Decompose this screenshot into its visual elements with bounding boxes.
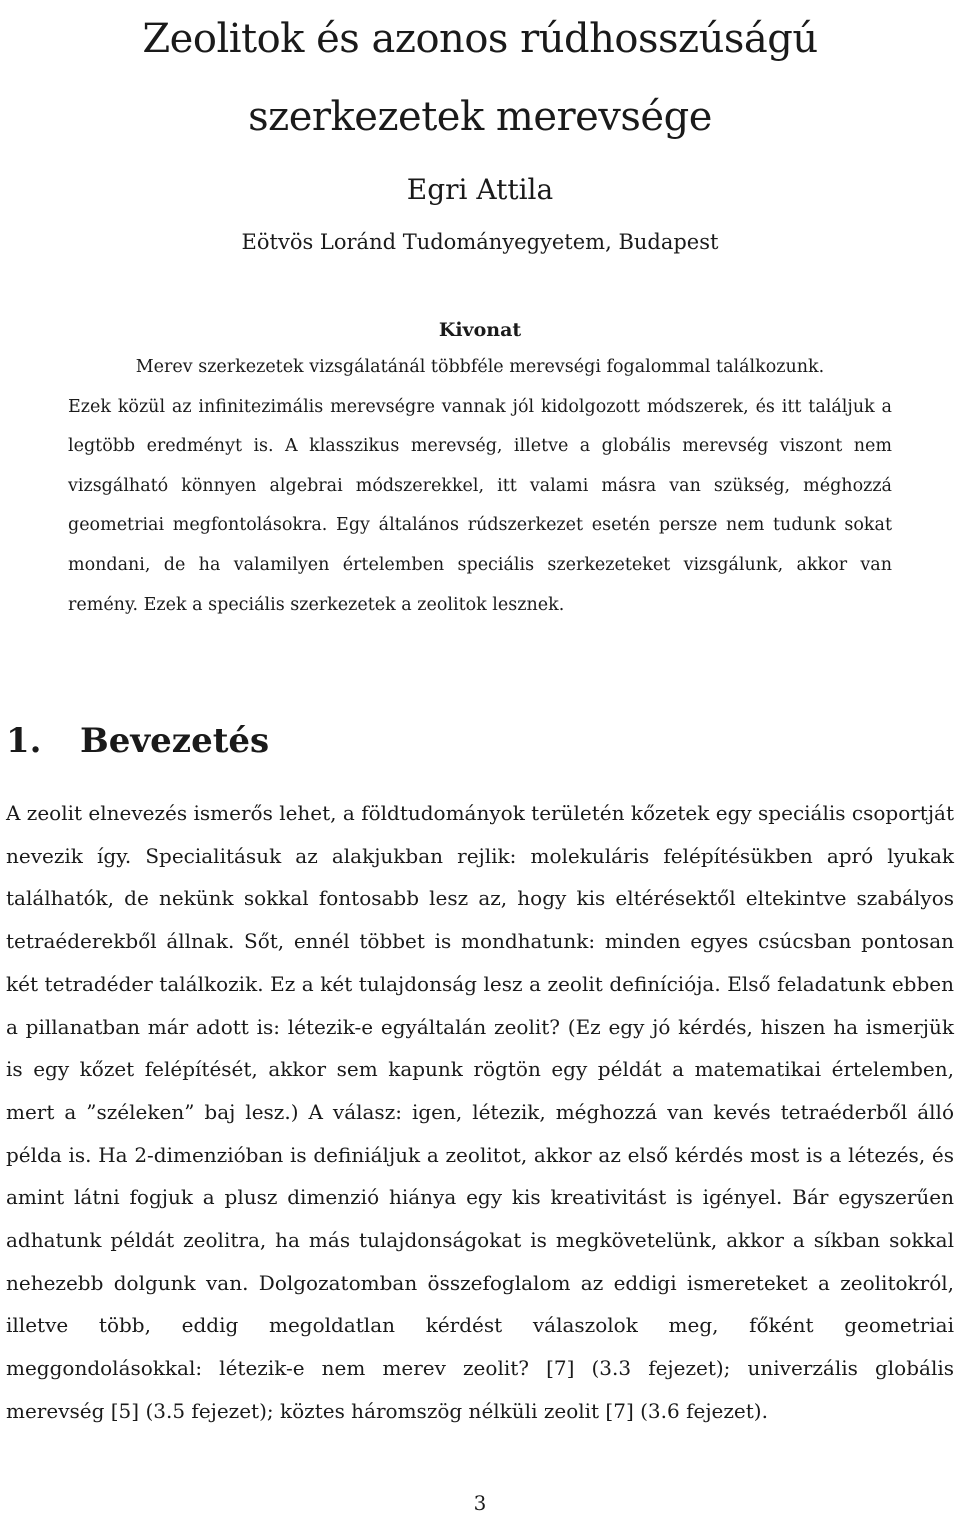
abstract-body <box>68 348 892 625</box>
page-number: 3 <box>473 1491 487 1515</box>
section-body: A zeolit elnevezés ismerős lehet, a földtudományok területén kőzetek egy speciális csoportját nevezik így. Specialitásuk az alakjukban rejlik: molekuláris felépítésükben apró lyukak találhatók, de nekünk sokkal fontosabb lesz az, hogy kis eltérésektől eltekintve szabályos tetraéderekből állnak. Sőt, ennél többet is mondhatunk: minden egyes csúcsban pontosan két tetradéder találkozik. Ez a két tulajdonság lesz a zeolit definíciója. Első feladatunk ebben a pillanatban már adott is: létezik-e egyáltalán zeolit? (Ez egy jó kérdés, hiszen ha ismerjük is egy kőzet felépítését, akkor sem kapunk rögtön egy példát a matematikai értelemben, mert a ”széleken” baj lesz.) A válasz: igen, létezik, méghozzá van kevés tetraéderből álló példa is. Ha 2-dimenzióban is definiáljuk a zeolitot, akkor az első kérdés most is a létezés, és amint látni fogjuk a plusz dimenzió hiánya egy kis kreativitást is igényel. Bár egyszerűen adhatunk példát zeolitra, ha más tulajdonságokat is megkövetelünk, akkor a síkban sokkal nehezebb dolgunk van. Dolgozatomban összefoglalom az eddigi ismereteket a zeolitokról, illetve több, eddig megoldatlan kérdést válaszolok meg, főként geometriai meggondolásokkal: létezik-e nem merev zeolit? [7] (3.3 fejezet); univerzális globális merevség [5] (3.5 fejezet); köztes háromszög nélküli zeolit [7] (3.6 fejezet). <box>6 801 954 1423</box>
section-title: Bevezetés <box>80 721 270 761</box>
paper-title-line-1: Zeolitok és azonos rúdhosszúságú <box>142 16 818 62</box>
section-heading <box>6 716 269 766</box>
section-number: 1. <box>6 721 42 761</box>
author-name: Egri Attila <box>406 173 554 206</box>
abstract-heading: Kivonat <box>438 319 522 341</box>
paper-title-line-2: szerkezetek merevsége <box>248 94 712 140</box>
author-affiliation: Eötvös Loránd Tudományegyetem, Budapest <box>241 230 719 254</box>
abstract-text: Ezek közül az infinitezimális merevségre vannak jól kidolgozott módszerek, és itt találjuk a legtöbb eredményt is. A klasszikus merevség, illetve a globális merevség viszont nem vizsgálható könnyen algebrai módszerekkel, itt valami másra van szükség, méghozzá geometriai megfontolásokra. Egy általános rúdszerkezet esetén persze nem tudunk sokat mondani, de ha valamilyen értelemben speciális szerkezeteket vizsgálunk, akkor van remény. Ezek a speciális szerkezetek a zeolitok lesznek. <box>68 396 892 615</box>
paper-title <box>60 0 900 156</box>
abstract-first-line: Merev szerkezetek vizsgálatánál többféle merevségi fogalommal találkozunk. <box>135 357 825 377</box>
